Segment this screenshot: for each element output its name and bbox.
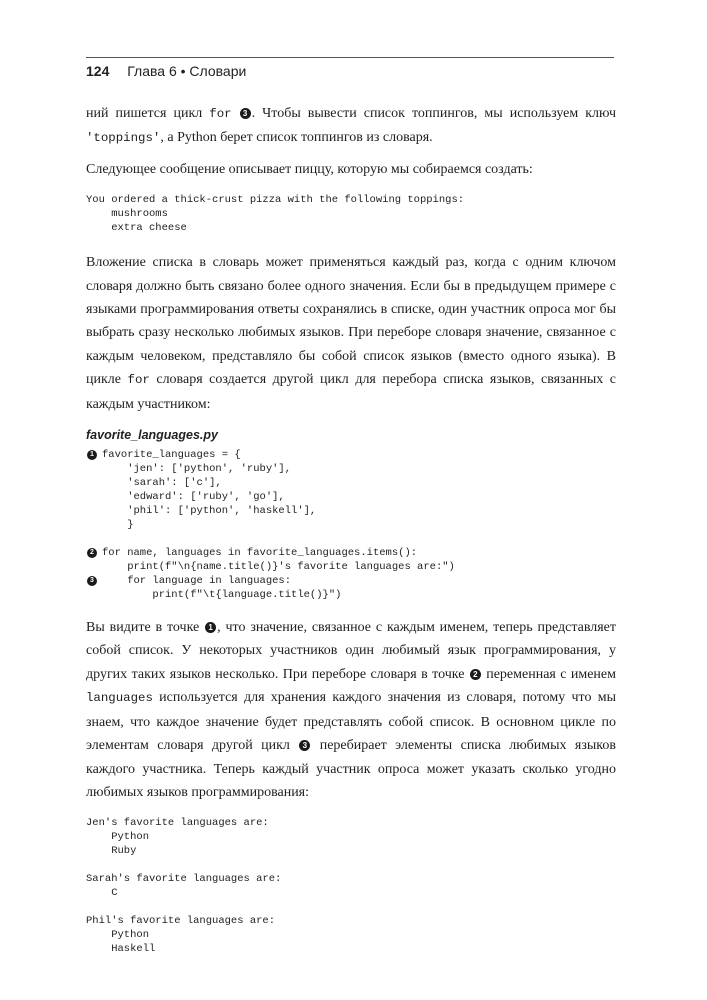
paragraph-1 <box>86 102 616 151</box>
code-text: favorite_languages = { <box>102 449 241 462</box>
code-line: Haskell <box>86 943 156 956</box>
callout-marker-icon: 3 <box>240 108 251 119</box>
text-run: Вложение списка в словарь может применяться каждый раз, когда с одним ключом словаря должно быть связано более одного значения. Если бы в предыдущем примере с языками программирования ответы сохранялись в списке, один участник опроса мог бы выбрать сразу несколько любимых языков. При переборе словаря значение, связанное с каждым человеком, представляло бы собой список языков (вместо одного языка). В цикле <box>86 255 616 388</box>
code-line <box>86 532 616 546</box>
output-pre <box>86 193 616 235</box>
code-listing <box>86 448 616 602</box>
paragraph-2: Следующее сообщение описывает пиццу, которую мы собираемся создать: <box>86 161 533 177</box>
text-run: , что значение, связанное с каждым именем, теперь представляет собой список. У некоторых участников один любимый язык программирования, у других таких языков несколько. При переборе словаря в точке <box>86 620 616 682</box>
code-text: for name, languages in favorite_languages.items(): <box>102 547 418 560</box>
code-line: C <box>86 887 118 900</box>
code-line <box>86 490 616 504</box>
paragraph-3 <box>86 251 616 416</box>
header-rule <box>86 57 614 58</box>
callout-marker-icon: 3 <box>299 740 310 751</box>
text-run: . Чтобы вывести список топпингов, мы используем ключ <box>251 106 617 121</box>
text-run: переменная с именем <box>481 666 616 682</box>
code-line: Python <box>86 831 150 844</box>
output-block-pizza <box>86 193 616 235</box>
code-text: print(f"\t{language.title()}") <box>102 589 342 602</box>
code-text: for language in languages: <box>102 575 292 588</box>
code-line <box>86 560 616 574</box>
output-block-languages <box>86 816 616 956</box>
callout-marker-icon: 1 <box>205 622 216 633</box>
inline-code: for <box>127 373 150 388</box>
paragraph-4 <box>86 616 616 804</box>
code-text: 'edward': ['ruby', 'go'], <box>102 491 285 504</box>
text-run: Вы видите в точке <box>86 620 205 636</box>
text-run: используется для хранения каждого значения из словаря, потому что мы знаем, что каждое значение будет представлять собой список. В основном цикле по элементам словаря другой цикл <box>86 690 616 754</box>
page-content <box>86 102 616 956</box>
code-line: Phil's favorite languages are: <box>86 915 276 928</box>
code-text: 'sarah': ['c'], <box>102 477 222 490</box>
code-line: You ordered a thick-crust pizza with the following toppings: <box>86 194 465 207</box>
callout-marker-icon: 1 <box>87 450 97 460</box>
code-line <box>86 858 616 872</box>
inline-code: for <box>209 107 232 121</box>
code-line: Jen's favorite languages are: <box>86 817 269 830</box>
code-text: 'jen': ['python', 'ruby'], <box>102 463 292 476</box>
callout-marker-icon: 3 <box>87 576 97 586</box>
text-run: , а Python берет список топпингов из словаря. <box>160 130 433 146</box>
code-line <box>86 900 616 914</box>
listing-pre <box>86 448 616 602</box>
code-line <box>86 448 616 462</box>
code-text: } <box>102 519 134 532</box>
inline-code: languages <box>86 691 153 706</box>
code-line <box>86 518 616 532</box>
code-line: extra cheese <box>86 222 187 235</box>
code-line <box>86 588 616 602</box>
code-line <box>86 504 616 518</box>
code-line: Ruby <box>86 845 137 858</box>
callout-marker-icon: 2 <box>87 548 97 558</box>
code-line <box>86 546 616 560</box>
text-run: ний пишется цикл <box>86 106 210 121</box>
code-line: Python <box>86 929 150 942</box>
code-line: mushrooms <box>86 208 168 221</box>
page-number: 124 <box>86 63 110 79</box>
listing-filename: favorite_languages.py <box>86 428 218 443</box>
chapter-title: Глава 6 • Словари <box>127 63 247 79</box>
code-line: Sarah's favorite languages are: <box>86 873 282 886</box>
text-run: словаря создается другой цикл для перебора списка языков, связанных с каждым участником: <box>86 372 616 412</box>
text-run: перебирает элементы списка любимых языков каждого участника. Теперь каждый участник опроса может указать сколько угодно любимых языков программирования: <box>86 738 616 800</box>
code-text: 'phil': ['python', 'haskell'], <box>102 505 317 518</box>
running-header <box>86 63 614 79</box>
code-text: print(f"\n{name.title()}'s favorite languages are:") <box>102 561 455 574</box>
output-pre <box>86 816 616 956</box>
inline-code: 'toppings' <box>86 131 161 146</box>
callout-marker-icon: 2 <box>470 669 481 680</box>
code-line <box>86 462 616 476</box>
code-line <box>86 476 616 490</box>
code-line <box>86 574 616 588</box>
